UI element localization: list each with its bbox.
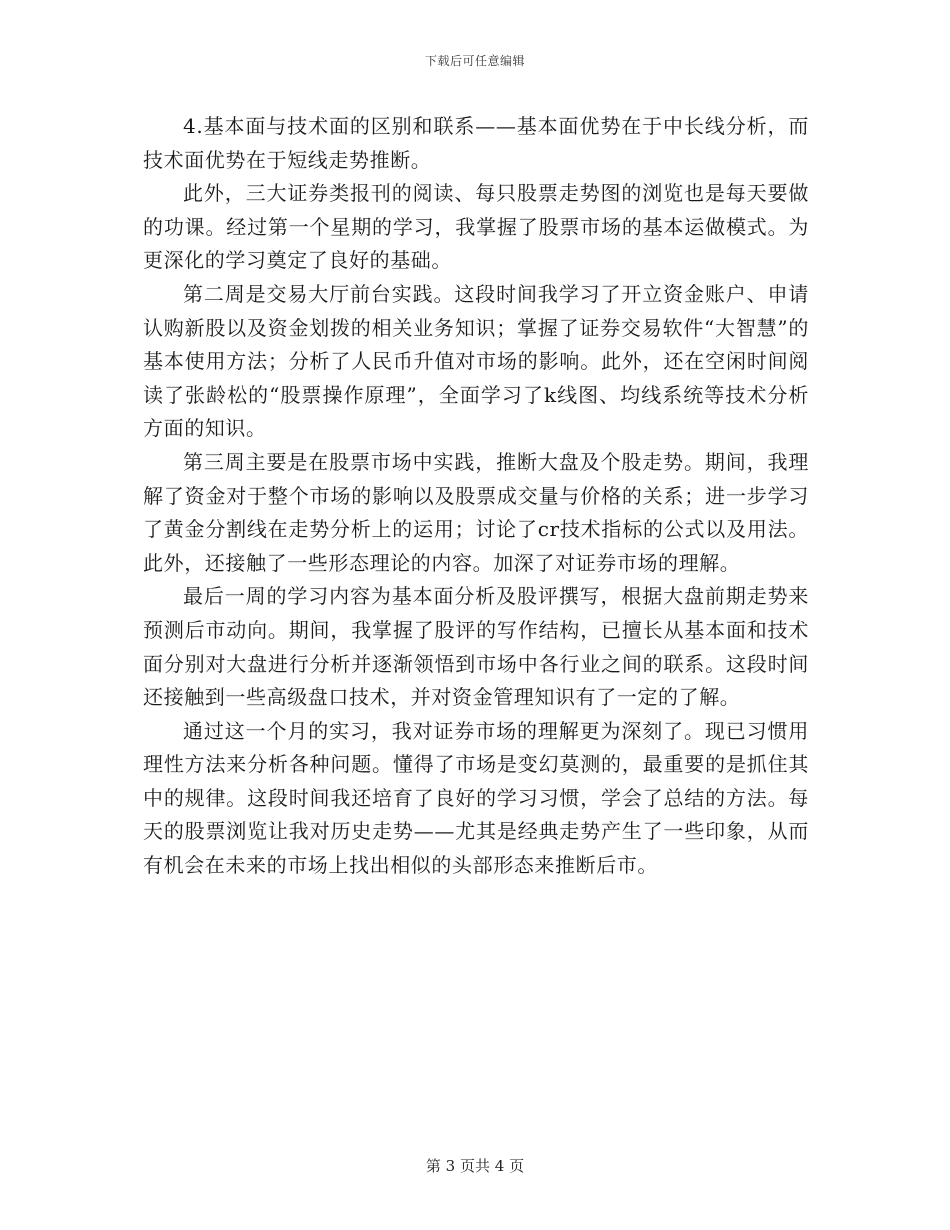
paragraph-1: 4.基本面与技术面的区别和联系——基本面优势在于中长线分析，而技术面优势在于短线走势推断。 xyxy=(143,114,809,172)
paragraph-6: 通过这一个月的实习，我对证券市场的理解更为深刻了。现已习惯用理性方法来分析各种问题。懂得了市场是变幻莫测的，最重要的是抓住其中的规律。这段时间我还培育了良好的学习习惯，学会了总结的方法。每天的股票浏览让我对历史走势——尤其是经典走势产生了一些印象，从而有机会在未来的市场上找出相似的头部形态来推断后市。 xyxy=(143,718,809,878)
paragraph-2: 此外，三大证券类报刊的阅读、每只股票走势图的浏览也是每天要做的功课。经过第一个星期的学习，我掌握了股票市场的基本运做模式。为更深化的学习奠定了良好的基础。 xyxy=(143,181,809,273)
page-number: 第 3 页共 4 页 xyxy=(425,1157,525,1175)
document-body xyxy=(143,110,809,883)
paragraph-3: 第二周是交易大厅前台实践。这段时间我学习了开立资金账户、申请认购新股以及资金划拨的相关业务知识；掌握了证券交易软件“大智慧”的基本使用方法；分析了人民币升值对市场的影响。此外，还在空闲时间阅读了张龄松的“股票操作原理”，全面学习了k线图、均线系统等技术分析方面的知识。 xyxy=(143,281,809,441)
paragraph-4: 第三周主要是在股票市场中实践，推断大盘及个股走势。期间，我理解了资金对于整个市场的影响以及股票成交量与价格的关系；进一步学习了黄金分割线在走势分析上的运用；讨论了cr技术指标的公式以及用法。此外，还接触了一些形态理论的内容。加深了对证券市场的理解。 xyxy=(143,449,809,575)
paragraph-5: 最后一周的学习内容为基本面分析及股评撰写，根据大盘前期走势来预测后市动向。期间，我掌握了股评的写作结构，已擅长从基本面和技术面分别对大盘进行分析并逐渐领悟到市场中各行业之间的联系。这段时间还接触到一些高级盘口技术，并对资金管理知识有了一定的了解。 xyxy=(143,584,809,710)
page-header: 下载后可任意编辑 xyxy=(424,54,525,68)
